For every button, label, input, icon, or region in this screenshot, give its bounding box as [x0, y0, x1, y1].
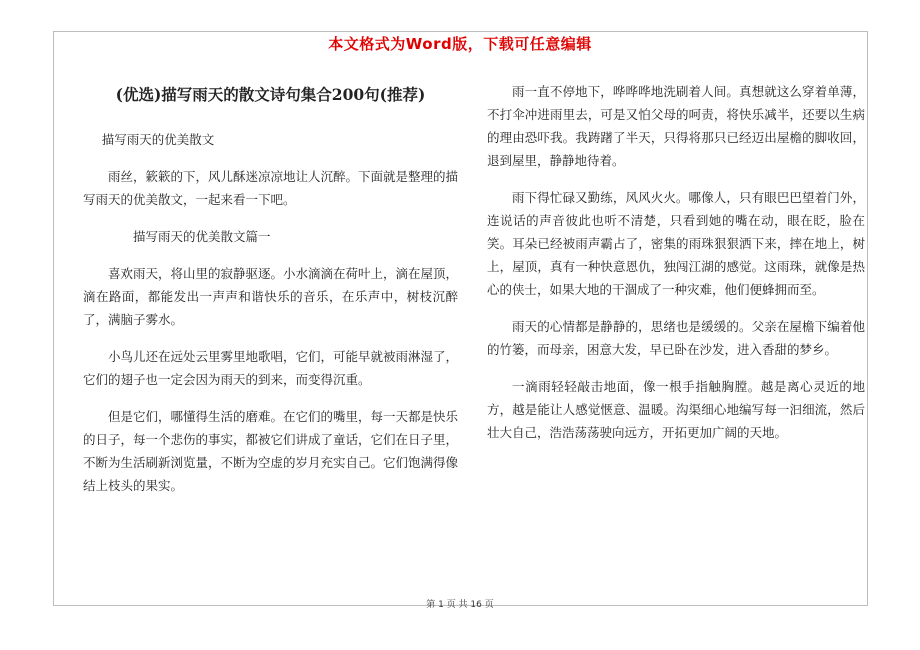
paragraph: 但是它们，哪懂得生活的磨难。在它们的嘴里，每一天都是快乐的日子，每一个悲伤的事实，都被它们讲成了童话，它们在日子里，不断为生活刷新浏览量，不断为空虚的岁月充实自己。它们饱满得像结上枝头的果实。 [83, 409, 459, 493]
paragraph: 雨丝，簌簌的下，风儿酥迷凉凉地让人沉醉。下面就是整理的描写雨天的优美散文，一起来看一下吧。 [83, 169, 459, 207]
paragraph: 雨下得忙碌又勤练，风风火火。哪像人，只有眼巴巴望着门外，连说话的声音彼此也听不清楚，只看到她的嘴在动，眼在眨，脸在笑。耳朵已经被雨声霸占了，密集的雨珠狠狠洒下来，摔在地上，树上，屋顶，真有一种快意恩仇，独闯江湖的感觉。这雨珠，就像是热心的侠士，如果大地的干涸成了一种灾难，他们便蜂拥而至。 [487, 190, 865, 297]
page-number: 第 1 页 共 16 页 [426, 600, 494, 610]
document-title: (优选)描写雨天的散文诗句集合200句(推荐) [115, 85, 426, 104]
article-subheading: 描写雨天的优美散文篇一 [133, 229, 271, 244]
paragraph: 小鸟儿还在远处云里雾里地歌唱，它们，可能早就被雨淋湿了，它们的翅子也一定会因为雨天的到来，而变得沉重。 [83, 349, 459, 387]
paragraph: 一滴雨轻轻敲击地面，像一根手指触胸膛。越是离心灵近的地方，越是能让人感觉惬意、温暖。沟渠细心地编写每一汩细流，然后壮大自己，浩浩荡荡驶向远方，开拓更加广阔的天地。 [487, 379, 865, 440]
left-column [83, 80, 458, 511]
paragraph: 雨天的心情都是静静的，思绪也是缓缓的。父亲在屋檐下编着他的竹篓，而母亲，困意大发，早已卧在沙发，进入香甜的梦乡。 [487, 319, 865, 357]
right-column [487, 80, 865, 458]
word-format-banner: 本文格式为Word版，下载可任意编辑 [328, 35, 592, 53]
paragraph: 雨一直不停地下，哗哗哗地洗刷着人间。真想就这么穿着单薄，不打伞冲进雨里去，可是又怕父母的呵责，将快乐减半，还要以生病的理由恐吓我。我踌躇了半天，只得将那只已经迈出屋檐的脚收回，退到屋里，静静地待着。 [487, 84, 865, 168]
section-heading: 描写雨天的优美散文 [101, 132, 215, 147]
paragraph: 喜欢雨天，将山里的寂静驱逐。小水滴滴在荷叶上，滴在屋顶，滴在路面，都能发出一声声和谐快乐的音乐，在乐声中，树枝沉醉了，满脑子雾水。 [83, 266, 459, 327]
